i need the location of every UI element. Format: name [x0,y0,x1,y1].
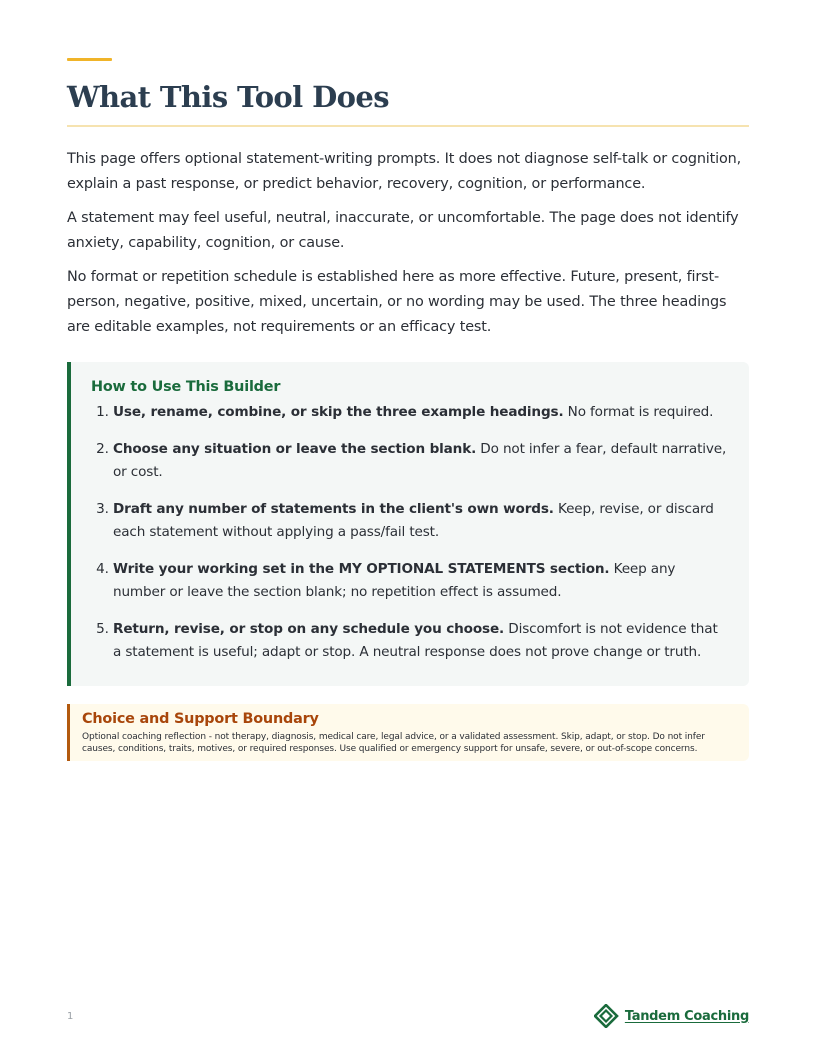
step-lead: Return, revise, or stop on any schedule you choose. [113,621,505,637]
step-lead: Choose any situation or leave the section blank. [113,441,477,457]
step-text: Do not infer a fear, default narrative, or cost. [113,441,727,480]
boundary-heading: Choice and Support Boundary [82,711,319,727]
how-to-step [113,558,729,604]
how-to-step [113,401,729,424]
intro-section [67,147,749,340]
page-title: What This Tool Does [67,80,389,114]
how-to-heading: How to Use This Builder [91,379,281,395]
boundary-callout [67,704,749,761]
title-accent-bar [67,58,112,61]
how-to-step [113,438,729,484]
how-to-panel [67,362,749,686]
brand-name: Tandem Coaching [624,1008,749,1024]
brand-logo [594,1004,749,1028]
intro-paragraph: No format or repetition schedule is established here as more effective. Future, present, first-person, negative, positive, mixed, uncertain, or no wording may be used. The three headings are editable examples, not requirements or an efficacy test. [67,269,727,335]
diamond-logo-icon [594,1004,620,1028]
step-text: Keep, revise, or discard each statement without applying a pass/fail test. [113,501,714,540]
intro-paragraph: This page offers optional statement-writing prompts. It does not diagnose self-talk or cognition, explain a past response, or predict behavior, recovery, cognition, or performance. [67,151,742,192]
step-text: Keep any number or leave the section blank; no repetition effect is assumed. [113,561,676,600]
page-number: 1 [67,1011,74,1022]
step-text: No format is required. [563,404,714,420]
how-to-step [113,498,729,544]
step-lead: Draft any number of statements in the client's own words. [113,501,554,517]
step-text: Discomfort is not evidence that a statement is useful; adapt or stop. A neutral response does not prove change or truth. [113,621,718,660]
how-to-step [113,618,729,664]
step-lead: Use, rename, combine, or skip the three example headings. [113,404,564,420]
boundary-text: Optional coaching reflection - not therapy, diagnosis, medical care, legal advice, or a validated assessment. Skip, adapt, or stop. Do not infer causes, conditions, traits, motives, or required responses. Use qualified or emergency support for unsafe, severe, or out-of-scope concerns. [82,732,705,754]
how-to-steps [91,401,729,664]
page [67,58,749,761]
step-lead: Write your working set in the MY OPTIONAL STATEMENTS section. [113,561,610,577]
title-divider [67,125,749,127]
intro-paragraph: A statement may feel useful, neutral, inaccurate, or uncomfortable. The page does not identify anxiety, capability, cognition, or cause. [67,210,739,251]
